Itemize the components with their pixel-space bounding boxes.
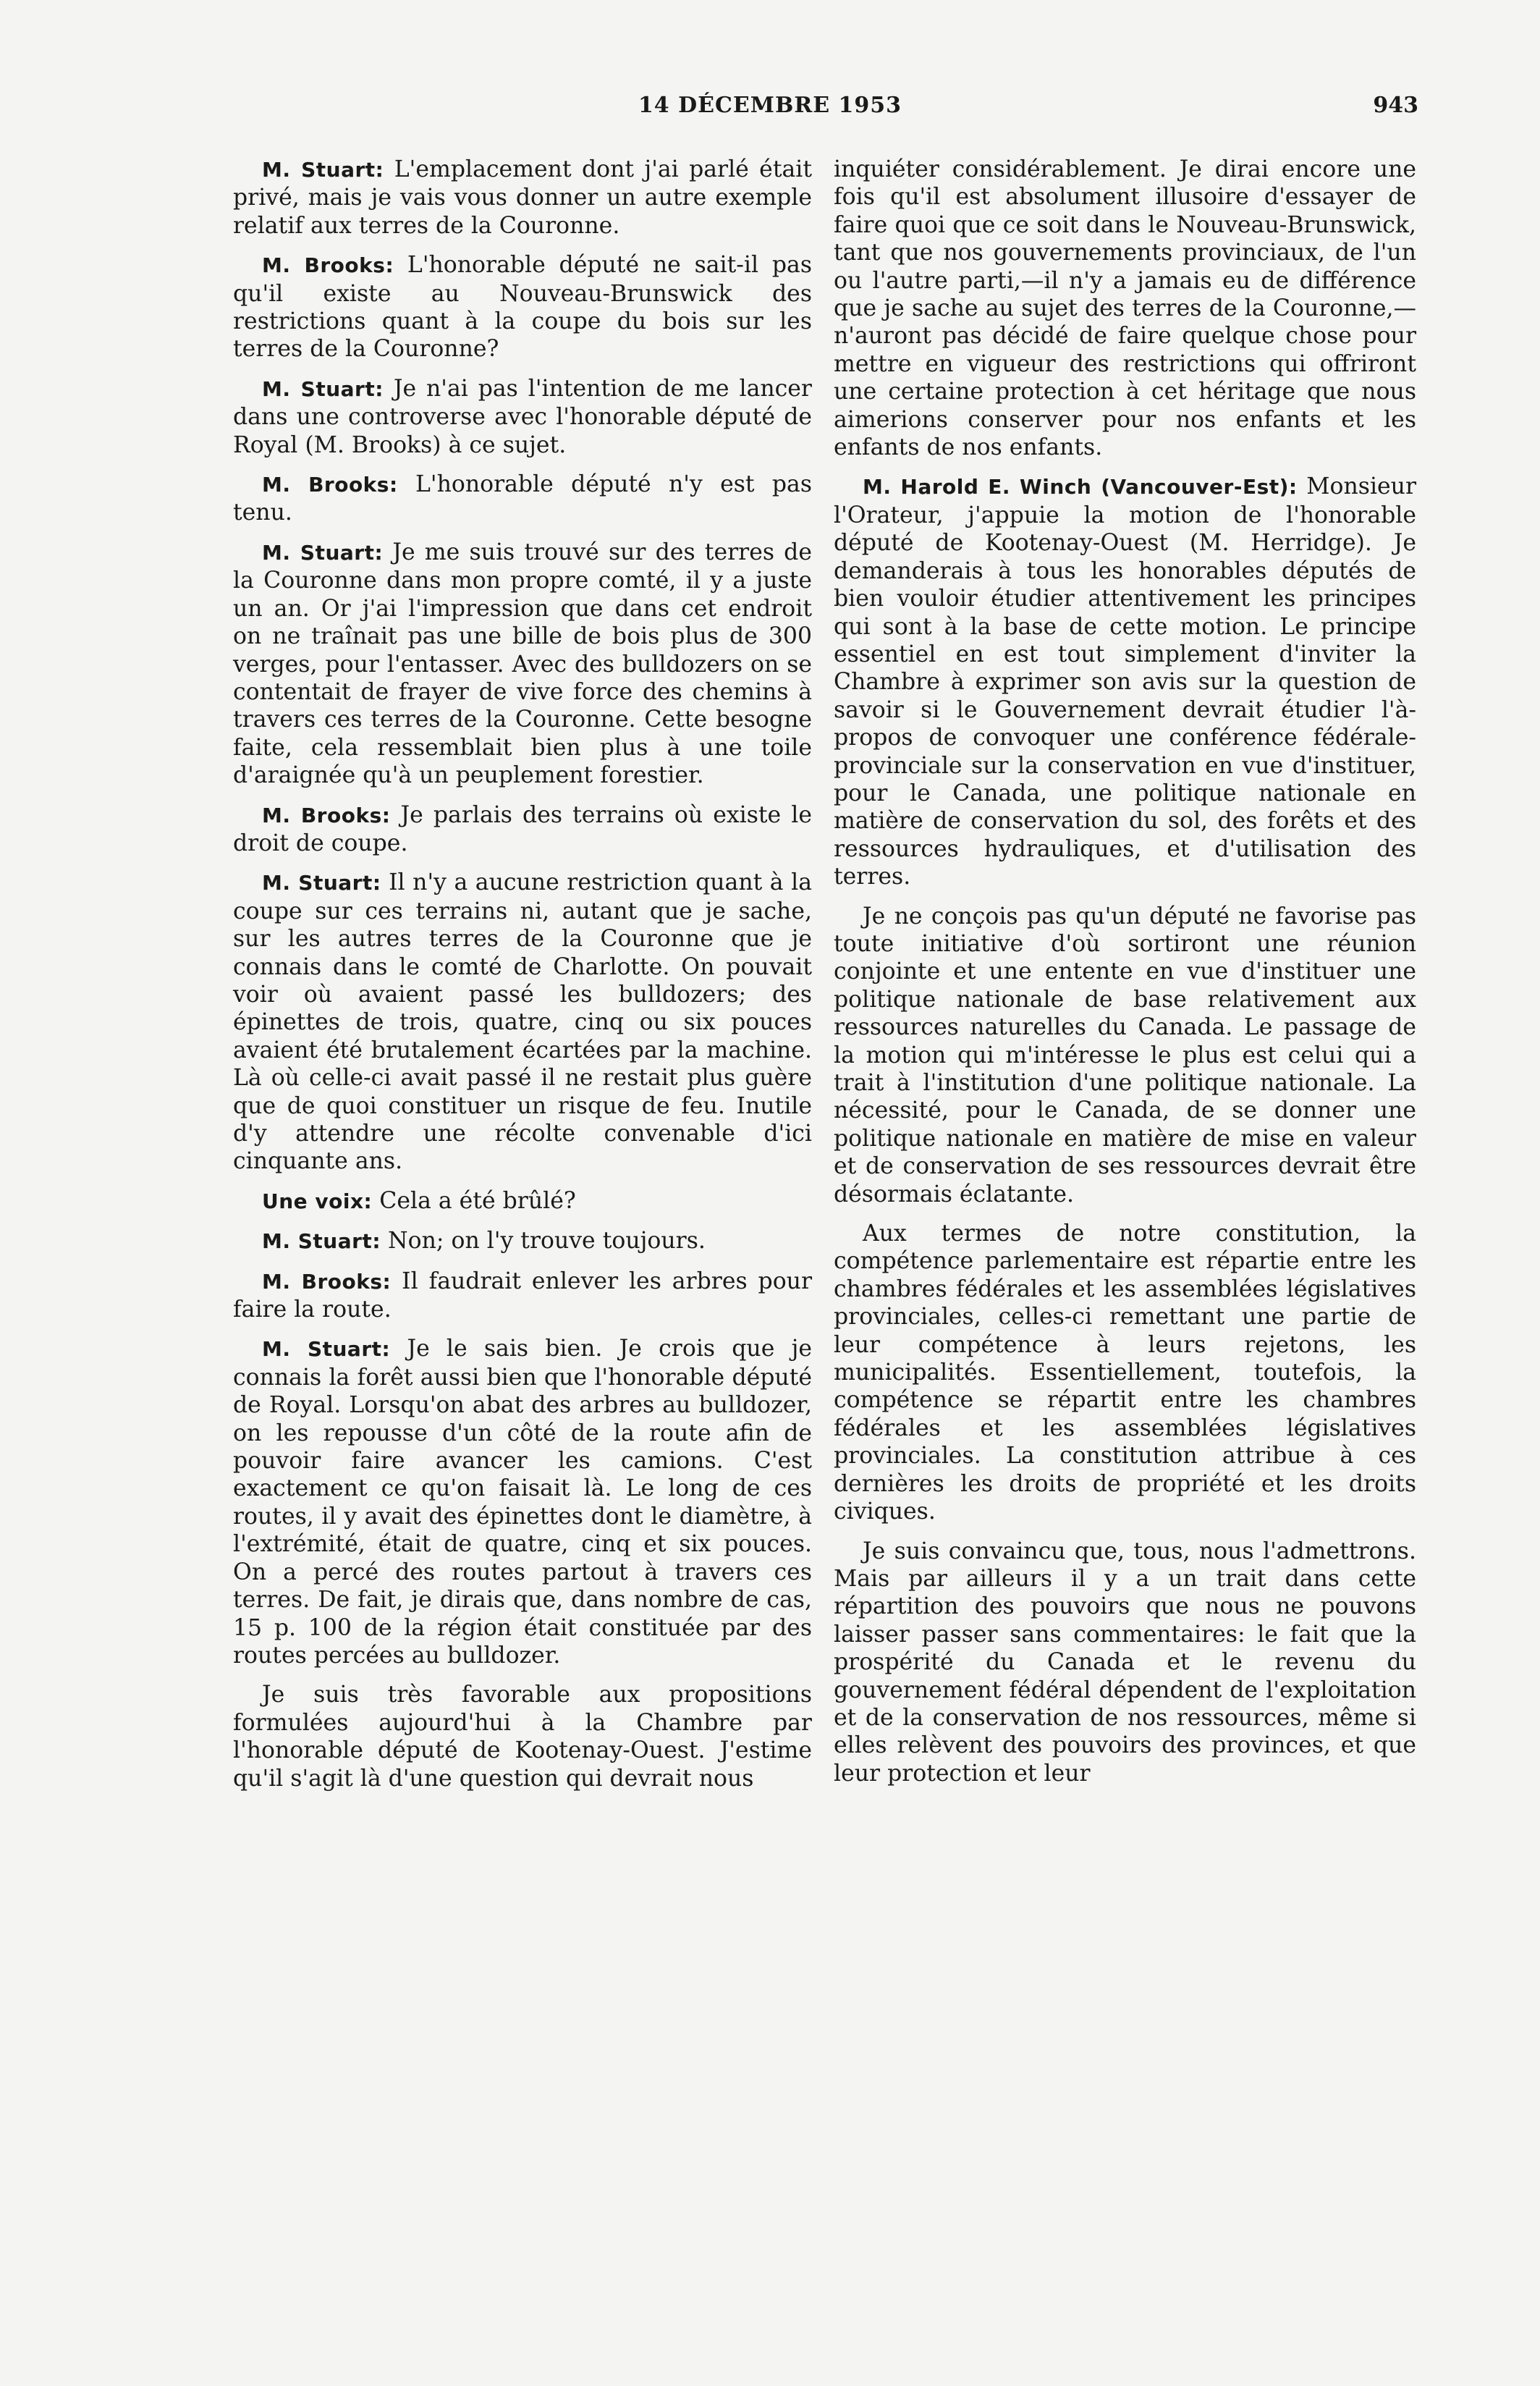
left-column — [233, 156, 812, 1804]
speech-text: Je parlais des terrains où existe le droit de coupe. — [233, 801, 812, 856]
speaker-name: Une voix: — [262, 1189, 373, 1213]
speech-text: inquiéter considérablement. Je dirai encore une fois qu'il est absolument illusoire d'essayer de faire quoi que ce soit dans le Nouveau-Brunswick, tant que nos gouvernements provinciaux, de l'un ou l'autre parti,—il n'y a jamais eu de différence que je sache au sujet des terres de la Couronne,—n'auront pas décidé de faire quelque chose pour mettre en vigueur des restrictions qui offriront une certaine protection à cet héritage que nous aimerions conserver pour nos enfants et les enfants de nos enfants. — [834, 156, 1416, 461]
speech-text: Non; on l'y trouve toujours. — [381, 1228, 706, 1255]
right-column — [834, 156, 1416, 1799]
paragraph — [233, 471, 812, 527]
paragraph — [233, 801, 812, 858]
paragraph — [233, 539, 812, 790]
page-number: 943 — [1373, 93, 1418, 118]
speech-text: Cela a été brûlé? — [372, 1187, 576, 1214]
speaker-name: M. Brooks: — [262, 1269, 392, 1294]
paragraph — [233, 869, 812, 1175]
speech-text: Il faudrait enlever les arbres pour faire la route. — [233, 1268, 812, 1323]
speech-text: L'emplacement dont j'ai parlé était privé, mais je vais vous donner un autre exemple relatif aux terres de la Couronne. — [233, 156, 812, 239]
speaker-name: M. Stuart: — [262, 871, 381, 895]
paragraph — [233, 1187, 812, 1215]
speaker-name: M. Brooks: — [262, 803, 391, 827]
speech-text: Il n'y a aucune restriction quant à la coupe sur ces terrains ni, autant que je sache, sur les autres terres de la Couronne que je connais dans le comté de Charlotte. On pouvait voir où avaient passé les bulldozers; des épinettes de trois, quatre, cinq ou six pouces avaient été brutalement écartées par la machine. Là où celle-ci avait passé il ne restait plus guère que de quoi constituer un risque de feu. Inutile d'y attendre une récolte convenable d'ici cinquante ans. — [233, 869, 812, 1175]
speech-text: Je suis convaincu que, tous, nous l'admettrons. Mais par ailleurs il y a un trait dans cette répartition des pouvoirs que nous ne pouvons laisser passer sans commentaires: le fait que la prospérité du Canada et le revenu du gouvernement fédéral dépendent de l'exploitation et de la conservation de nos ressources, même si elles relèvent des pouvoirs des provinces, et que leur protection et leur — [834, 1538, 1416, 1787]
paragraph — [233, 1268, 812, 1324]
speaker-name: M. Brooks: — [262, 253, 394, 278]
paragraph — [233, 1227, 812, 1255]
paragraph-continuation — [834, 156, 1416, 461]
speaker-name: M. Stuart: — [262, 158, 384, 182]
speech-text: Je le sais bien. Je crois que je connais la forêt aussi bien que l'honorable député de Royal. Lorsqu'on abat des arbres au bulldozer, on les repousse d'un côté de la route afin de pouvoir faire avancer les camions. C'est exactement ce qu'on faisait là. Le long de ces routes, il y avait des épinettes dont le diamètre, à l'extrémité, était de quatre, cinq et six pouces. On a percé des routes partout à travers ces terres. De fait, je dirais que, dans nombre de cas, 15 p. 100 de la région était constituée par des routes percées au bulldozer. — [233, 1336, 812, 1669]
page-header — [0, 93, 1540, 129]
page-date-title: 14 DÉCEMBRE 1953 — [638, 93, 902, 118]
paragraph — [834, 1220, 1416, 1525]
paragraph — [233, 156, 812, 240]
paragraph — [834, 1538, 1416, 1788]
paragraph — [233, 251, 812, 363]
speaker-name: M. Brooks: — [262, 473, 398, 497]
speaker-name: M. Stuart: — [262, 540, 384, 565]
paragraph — [233, 1681, 812, 1792]
speech-text: Je ne conçois pas qu'un député ne favorise pas toute initiative d'où sortiront une réunion conjointe et une entente en vue d'instituer une politique nationale de base relativement aux ressources naturelles du Canada. Le passage de la motion qui m'intéresse le plus est celui qui a trait à l'institution d'une politique nationale. La nécessité, pour le Canada, de se donner une politique nationale en matière de mise en valeur et de conservation de ses ressources devrait être désormais éclatante. — [834, 903, 1416, 1207]
speech-text: L'honorable député n'y est pas tenu. — [233, 471, 812, 526]
speaker-name: M. Stuart: — [262, 376, 384, 401]
speaker-name: M. Harold E. Winch (Vancouver-Est): — [863, 475, 1298, 499]
speech-text: Monsieur l'Orateur, j'appuie la motion de l'honorable député de Kootenay-Ouest (M. Herridge). Je demanderais à tous les honorables députés de bien vouloir étudier attentivement les principes qui sont à la base de cette motion. Le principe essentiel en est tout simplement d'inviter la Chambre à exprimer son avis sur la question de savoir si le Gouvernement devrait étudier l'à-propos de convoquer une conférence fédérale-provinciale sur la conservation en vue d'instituer, pour le Canada, une politique nationale en matière de conservation du sol, des forêts et des ressources hydrauliques, et d'utilisation des terres. — [834, 473, 1417, 890]
speech-text: Je me suis trouvé sur des terres de la Couronne dans mon propre comté, il y a juste un an. Or j'ai l'impression que dans cet endroit on ne traînait pas une bille de bois plus de 300 verges, pour l'entasser. Avec des bulldozers on se contentait de frayer de vive force des chemins à travers ces terres de la Couronne. Cette besogne faite, cela ressemblait bien plus à une toile d'araignée qu'à un peuplement forestier. — [233, 539, 812, 789]
speech-text: Je suis très favorable aux propositions formulées aujourd'hui à la Chambre par l'honorable député de Kootenay-Ouest. J'estime qu'il s'agit là d'une question qui devrait nous — [233, 1682, 812, 1792]
speech-text: Je n'ai pas l'intention de me lancer dans une controverse avec l'honorable député de Royal (M. Brooks) à ce sujet. — [233, 375, 812, 458]
paragraph — [233, 1335, 812, 1669]
paragraph — [834, 903, 1416, 1208]
speaker-name: M. Stuart: — [262, 1337, 391, 1362]
paragraph — [834, 473, 1416, 890]
speech-text: Aux termes de notre constitution, la compétence parlementaire est répartie entre les chambres fédérales et les assemblées législatives provinciales, celles-ci remettant une partie de leur compétence à leurs rejetons, les municipalités. Essentiellement, toutefois, la compétence se répartit entre les chambres fédérales et les assemblées législatives provinciales. La constitution attribue à ces dernières les droits de propriété et les droits civiques. — [834, 1221, 1416, 1525]
speaker-name: M. Stuart: — [262, 1229, 381, 1254]
speech-text: L'honorable député ne sait-il pas qu'il existe au Nouveau-Brunswick des restrictions quant à la coupe du bois sur les terres de la Couronne? — [233, 252, 812, 363]
paragraph — [233, 375, 812, 459]
